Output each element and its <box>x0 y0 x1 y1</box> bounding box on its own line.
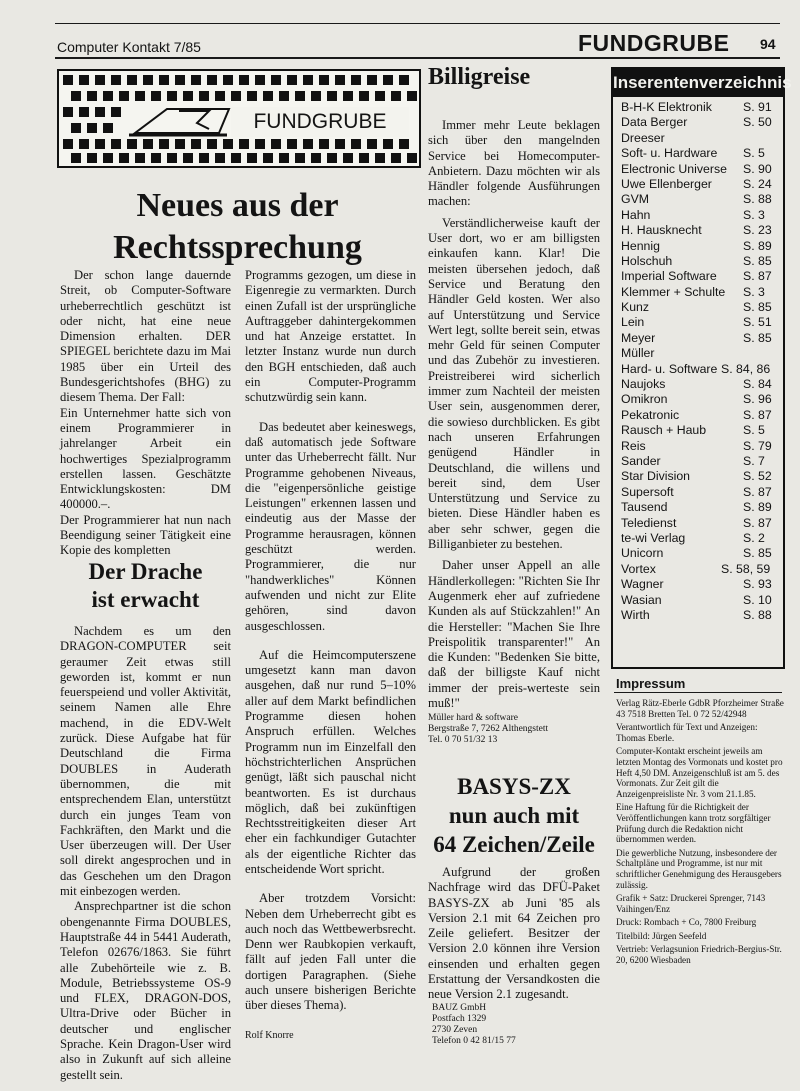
paragraph: Das bedeutet aber keineswegs, daß automatisch jede Software unter das Urheberrecht fällt. Nur Programme gehobenen Niveaus, die "eigenpersönliche geistige Leistungen" erkennen lassen und eindeutig aus der Masse der Programme herausragen, können geschützt werden. Programmierer, die nur "handwerkliches" Können aufwenden und nicht zur Elite gehören, sind davon ausgeschlossen. <box>245 419 416 633</box>
paragraph: Immer mehr Leute beklagen sich über den mangelnden Service bei Homecomputer-Anbietern. Dazu möchten wir als Händler folgende Ausführungen machen: <box>428 118 600 209</box>
paragraph: Auf die Heimcomputerszene umgesetzt kann man davon ausgehen, daß nur rund 5–10% aller auf dem Markt befindlichen Programme diesen hohen Anspruch erfüllen. Welches Programm nun im Einzelfall den höchstrichterlichen Ansprüchen genügt, läßt sich pauschal nicht beantworten. Es ist durchaus möglich, daß bei zukünftigen Rechtsstreitigkeiten dieser Art eher ein fachkundiger Gutachter als der eigentliche Richter das entscheidende Wort spricht. <box>245 647 416 876</box>
advertiser-name: Teledienst <box>621 515 677 530</box>
paragraph: Verständlicherweise kauft der User dort, wo er am billigsten einkaufen kann. Klar! Die meisten übersehen jedoch, daß Service und Beratung den Händler Geld kosten. Wer also auf Unterstützung und Service Wert legt, sollte bereit sein, etwas mehr Geld für seinen Computer und das Zubehör zu investieren. Preistreiberei wird sicherlich immer zum Nachteil der meisten User sein, ausgenommen derer, die sowieso durchblicken. Es gibt nach unseren Erfahrungen genügend Händler in Deutschland, die willens und bereit sind, dem User Unterstützung und Service zu bieten. Diese Händler haben es aber sehr schwer, gegen die Billiganbieter zu bestehen. <box>428 215 600 552</box>
article-title-rechtssprechung: Neues aus der Rechtssprechung <box>113 187 362 266</box>
paragraph: Programms gezogen, um diese in Eigenregie zu vermarkten. Durch einen Zufall ist der ursprüngliche Auftraggeber dahintergekommen und hat Anzeige erstattet. In letzter Instanz wurde nun durch den BGH entschieden, daß auch ein Computer-Programm schutzwürdig sein kann. <box>245 268 416 405</box>
advertiser-name: Data Berger <box>621 115 688 130</box>
advertiser-page: S. 24 <box>743 176 772 191</box>
advertiser-name: te-wi Verlag <box>621 530 686 545</box>
advertiser-page: S. 85 <box>743 300 772 315</box>
column-3-lower <box>428 865 600 1003</box>
advertiser-row <box>621 469 783 484</box>
advertiser-page: S. 88 <box>743 607 772 622</box>
advertiser-page: S. 10 <box>743 592 772 607</box>
advertiser-page: S. 84, 86 <box>721 361 771 376</box>
advertiser-page: S. 89 <box>743 500 772 515</box>
advertiser-row <box>621 162 783 177</box>
advertiser-page: S. 84 <box>743 377 772 392</box>
column-1-lower <box>60 624 231 1083</box>
advertiser-page: S. 93 <box>743 577 772 592</box>
advertiser-name: H. Hausknecht <box>621 223 702 238</box>
address-mueller: Müller hard & software Bergstraße 7, 7262 Althengstett Tel. 0 70 51/32 13 <box>428 713 549 745</box>
advertiser-name: Kunz <box>621 300 650 315</box>
advertiser-index-box <box>611 67 792 669</box>
advertiser-index-list <box>621 100 783 623</box>
advertiser-page: S. 3 <box>743 207 765 222</box>
advertiser-page: S. 87 <box>743 515 772 530</box>
advertiser-name: Naujoks <box>621 377 666 392</box>
advertiser-page: S. 85 <box>743 253 772 268</box>
advertiser-row <box>621 208 783 223</box>
advertiser-row <box>621 315 783 330</box>
advertiser-row <box>621 100 783 115</box>
advertiser-page: S. 2 <box>743 530 765 545</box>
magazine-issue: Computer Kontakt 7/85 <box>57 39 201 55</box>
advertiser-name: Meyer <box>621 330 656 345</box>
advertiser-row <box>621 131 783 146</box>
advertiser-page: S. 58, 59 <box>721 561 771 576</box>
address-bauz: BAUZ GmbH Postfach 1329 2730 Zeven Telefon 0 42 81/15 77 <box>432 1003 516 1046</box>
impressum-rule <box>614 692 782 693</box>
advertiser-name: Reis <box>621 438 646 453</box>
advertiser-name: Soft- u. Hardware <box>621 146 718 161</box>
paragraph: Aber trotzdem Vorsicht: Neben dem Urheberrecht gibt es auch noch das Wettbewerbsrecht. Denn wer Raubkopien verkauft, fällt auf jeden Fall unter die dortigen Paragraphen. (Siehe auch unsere bisherigen Berichte über dieses Thema). <box>245 891 416 1013</box>
paragraph: Der Programmierer hat nun nach Beendigung seiner Tätigkeit eine Kopie des kompletten <box>60 512 231 558</box>
advertiser-row <box>621 593 783 608</box>
advertiser-row <box>621 531 783 546</box>
advertiser-name: Wasian <box>621 592 662 607</box>
advertiser-name: Hard- u. Software <box>621 361 718 376</box>
advertiser-row <box>621 516 783 531</box>
advertiser-row <box>621 223 783 238</box>
advertiser-name: Vortex <box>621 561 656 576</box>
advertiser-page: S. 96 <box>743 392 772 407</box>
author: Rolf Knorre <box>245 1029 294 1041</box>
advertiser-name: Imperial Software <box>621 269 717 284</box>
advertiser-row <box>621 562 783 577</box>
advertiser-row <box>621 485 783 500</box>
advertiser-row <box>621 577 783 592</box>
advertiser-index-title: Inserentenverzeichnis <box>613 69 783 97</box>
column-1 <box>60 268 231 559</box>
advertiser-page: S. 89 <box>743 238 772 253</box>
page-number: 94 <box>760 36 776 52</box>
advertiser-name: B-H-K Elektronik <box>621 100 712 114</box>
advertiser-row <box>621 392 783 407</box>
column-3 <box>428 118 600 711</box>
advertiser-name: Lein <box>621 315 645 330</box>
advertiser-page: S. 50 <box>743 115 772 130</box>
advertiser-row <box>621 346 783 361</box>
advertiser-name: Tausend <box>621 500 668 515</box>
header-underline <box>55 57 780 59</box>
article-title-basys: BASYS-ZX nun auch mit 64 Zeichen/Zeile <box>433 774 595 857</box>
paragraph: Ansprechpartner ist die schon obengenannte Firma DOUBLES, Hauptstraße 44 in 5441 Auderath, Telefon 02676/1863. Sie führt alle Zubehörteile wie z. B. Module, Betriebssysteme OS-9 und FLEX, DRAGON-DOS, Ultra-Drive oder Bücher in deutscher und englischer Sprache. Kein Dragon-User wird also in Zukunft auf sich alleine gestellt sein. <box>60 899 231 1082</box>
advertiser-page <box>743 346 783 361</box>
advertiser-row <box>621 439 783 454</box>
advertiser-name: Klemmer + Schulte <box>621 284 726 299</box>
advertiser-name: Uwe Ellenberger <box>621 176 712 191</box>
advertiser-name: Electronic Universe <box>621 161 727 176</box>
advertiser-page <box>743 131 783 146</box>
advertiser-name: Holschuh <box>621 253 673 268</box>
advertiser-row <box>621 146 783 161</box>
advertiser-row <box>621 362 783 377</box>
advertiser-row <box>621 269 783 284</box>
advertiser-page: S. 23 <box>743 223 772 238</box>
advertiser-page: S. 51 <box>743 315 772 330</box>
advertiser-name: Müller <box>621 346 655 361</box>
advertiser-row <box>621 254 783 269</box>
advertiser-row <box>621 608 783 623</box>
advertiser-row <box>621 454 783 469</box>
advertiser-page: S. 85 <box>743 330 772 345</box>
advertiser-page: S. 88 <box>743 192 772 207</box>
advertiser-row <box>621 331 783 346</box>
advertiser-name: Rausch + Haub <box>621 423 707 438</box>
advertiser-name: Supersoft <box>621 484 674 499</box>
advertiser-row <box>621 239 783 254</box>
paragraph: Ein Unternehmer hatte sich von einem Programmierer in jahrelanger Arbeit ein hochwertiges Spezialprogramm erstellen lassen. Geschätzte Entwicklungskosten: DM 400000.–. <box>60 405 231 512</box>
advertiser-page: S. 90 <box>743 161 772 176</box>
advertiser-row <box>621 500 783 515</box>
advertiser-name: Pekatronic <box>621 407 680 422</box>
advertiser-name: Wirth <box>621 607 650 622</box>
advertiser-row <box>621 300 783 315</box>
advertiser-name: Star Division <box>621 469 691 484</box>
advertiser-row <box>621 408 783 423</box>
advertiser-row <box>621 546 783 561</box>
article-title-drache: Der Drache ist erwacht <box>88 559 203 612</box>
paragraph: Der schon lange dauernde Streit, ob Computer-Software urheberrechtlich geschützt ist oder nicht, hat eine neue Dimension erhalten. DER SPIEGEL berichtete dazu im Mai 1985 über ein Urteil des Bundesgerichtshofes (BHG) zu diesem Thema. Der Fall: <box>60 268 231 405</box>
advertiser-page: S. 7 <box>743 453 765 468</box>
paragraph: Daher unser Appell an alle Händlerkollegen: "Richten Sie Ihr Augenmerk eher auf zufriedene Kunden als auf Stückzahlen!" An die Hersteller: "Machen Sie Ihre Preispolitik transparenter!" An die Kunden: "Bedenken Sie bitte, daß der billigste Kauf nicht immer der preis-werteste sein muß!" <box>428 558 600 710</box>
advertiser-page: S. 87 <box>743 269 772 284</box>
article-title-billigreise: Billigreise <box>428 64 531 90</box>
advertiser-page: S. 52 <box>743 469 772 484</box>
advertiser-row <box>621 177 783 192</box>
column-2 <box>245 268 416 1043</box>
advertiser-name: Omikron <box>621 392 668 407</box>
advertiser-name: Sander <box>621 453 661 468</box>
header-rule <box>55 23 780 24</box>
advertiser-row <box>621 115 783 130</box>
advertiser-page: S. 87 <box>743 407 772 422</box>
advertiser-page: S. 3 <box>743 284 765 299</box>
logo-label: FUNDGRUBE <box>231 107 409 137</box>
advertiser-row <box>621 377 783 392</box>
impressum-body: Verlag Rätz-Eberle GdbR Pforzheimer Straße 43 7518 Bretten Tel. 0 72 52/42948 Verantwortlich für Text und Anzeigen: Thomas Eberle. Computer-Kontakt erscheint jeweils am letzten Montag des Vormonats und kostet pro Heft 4,50 DM. Anzeigenschluß ist am 5. des Vormonats. Zur Zeit gilt die Anzeigenpreisliste Nr. 3 vom 21.1.85. Eine Haftung für die Richtigkeit der Veröffentlichungen kann trotz sorgfältiger Prüfung durch die Redaktion nicht übernommen werden. Die gewerbliche Nutzung, insbesondere der Schaltpläne und Programme, ist nur mit schriftlicher Genehmigung des Herausgebers zulässig. Grafik + Satz: Druckerei Sprenger, 7143 Vaihingen/Enz Druck: Rombach + Co, 7800 Freiburg Titelbild: Jürgen Seefeld Vertrieb: Verlagsunion Friedrich-Bergius-Str. 20, 6200 Wiesbaden <box>616 698 784 966</box>
advertiser-row <box>621 423 783 438</box>
advertiser-row <box>621 192 783 207</box>
impressum-title: Impressum <box>616 676 686 691</box>
advertiser-page: S. 5 <box>743 423 765 438</box>
advertiser-row <box>621 285 783 300</box>
advertiser-page: S. 79 <box>743 438 772 453</box>
section-title: FUNDGRUBE <box>578 30 730 56</box>
advertiser-name: Hennig <box>621 238 660 253</box>
advertiser-page: S. 87 <box>743 484 772 499</box>
fundgrube-logo <box>57 69 421 168</box>
advertiser-name: Wagner <box>621 577 664 592</box>
paragraph: Aufgrund der großen Nachfrage wird das DFÜ-Paket BASYS-ZX ab Juni '85 als Version 2.1 mit 64 Zeichen pro Zeile geliefert. Besitzer der Version 2.0 können ihre Version einsenden und erhalten gegen Erstattung der Versandkosten die neue Version 2.1 zugesandt. <box>428 865 600 1002</box>
advertiser-name: Dreeser <box>621 130 665 145</box>
advertiser-name: Unicorn <box>621 546 664 561</box>
advertiser-page: S. 5 <box>743 146 765 161</box>
advertiser-name: Hahn <box>621 207 651 222</box>
paragraph: Nachdem es um den DRAGON-COMPUTER seit geraumer Zeit etwas still geworden ist, kommt er nun feuerspeiend und voller Aktivität, seinem Namen alle Ehre machend, in die EDV-Welt zurück. Diese Aufgabe hat für Deutschland die Firma DOUBLES in Auderath übernommen, die mit entsprechendem Elan, unterstützt durch ein junges Team von Fachkräften, den Markt und die User überzeugen will. Der User soll direkt angesprochen und in das Geschehen um den Dragon mit einbezogen werden. <box>60 624 231 899</box>
advertiser-page: S. 91 <box>743 100 772 114</box>
advertiser-page: S. 85 <box>743 546 772 561</box>
advertiser-name: GVM <box>621 192 650 207</box>
